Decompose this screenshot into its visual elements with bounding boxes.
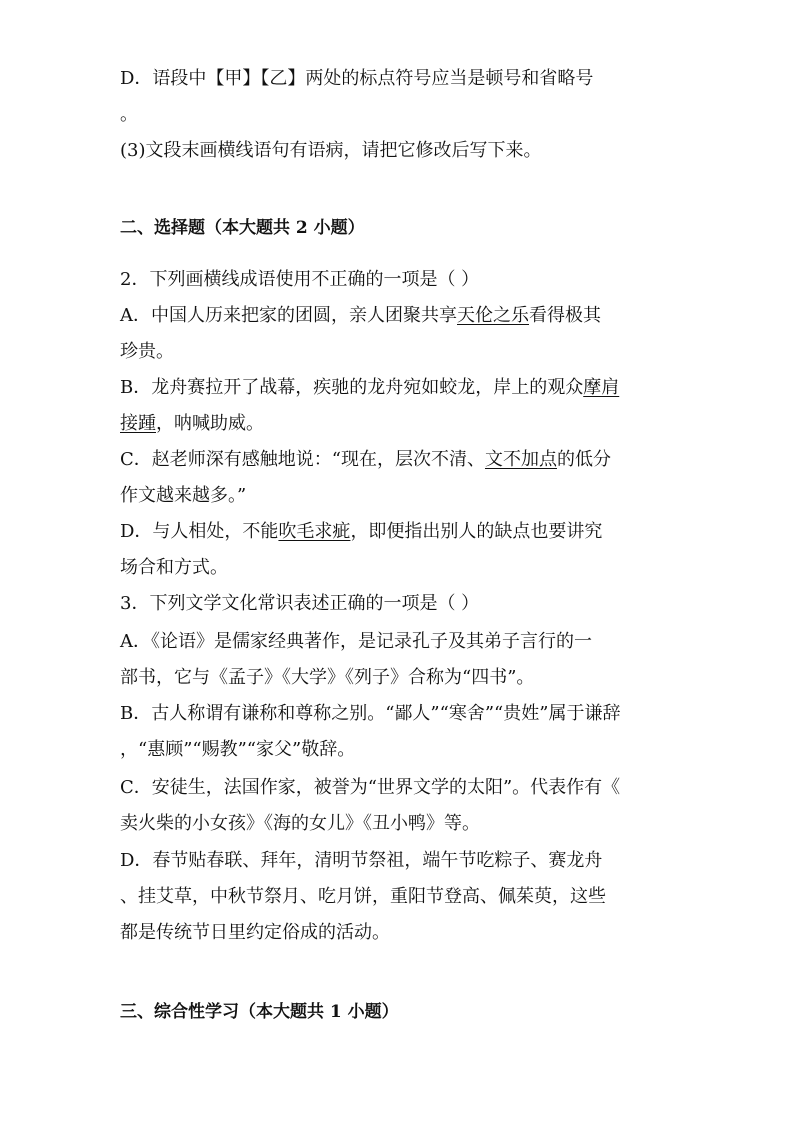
q2-option-b-line1 — [120, 376, 619, 400]
q3-option-c-line1: C．安徒生，法国作家，被誉为“世界文学的太阳”。代表作有《 — [120, 777, 621, 798]
q1-subquestion-3: (3)文段末画横线语句有语病，请把它修改后写下来。 — [120, 140, 542, 161]
q1-option-d-line1: D．语段中【甲】【乙】两处的标点符号应当是顿号和省略号 — [120, 68, 594, 89]
q2-option-c-line1 — [120, 448, 611, 472]
q3-option-d-line3: 都是传统节日里约定俗成的活动。 — [120, 922, 390, 943]
q2-option-a-line1 — [120, 304, 601, 328]
q2-option-d-line1 — [120, 520, 602, 544]
q2-option-a-line2: 珍贵。 — [120, 341, 174, 362]
q2-option-d-line2: 场合和方式。 — [120, 557, 228, 578]
q3-option-b-line1: B．古人称谓有谦称和尊称之别。“鄙人”“寒舍”“贵姓”属于谦辞 — [120, 703, 621, 724]
q3-option-d-line2: 、挂艾草，中秋节祭月、吃月饼，重阳节登高、佩茱萸，这些 — [120, 886, 606, 907]
section2-heading: 二、选择题（本大题共 2 小题） — [120, 218, 365, 238]
q2-b-text-after: ，呐喊助威。 — [156, 413, 264, 434]
q2-option-b-line2 — [120, 412, 264, 436]
q1-option-d-line2: 。 — [120, 104, 138, 125]
q3-option-c-line2: 卖火柴的小女孩》《海的女儿》《丑小鸭》等。 — [120, 813, 480, 834]
section3-heading: 三、综合性学习（本大题共 1 小题） — [120, 1002, 399, 1022]
q3-option-d-line1: D．春节贴春联、拜年，清明节祭祖，端午节吃粽子、赛龙舟 — [120, 850, 603, 871]
q3-option-b-line2: ，“惠顾”“赐教”“家父”敬辞。 — [120, 739, 356, 760]
q3-stem: 3．下列文学文化常识表述正确的一项是（ ） — [120, 593, 480, 614]
q3-option-a-line2: 部书，它与《孟子》《大学》《列子》合称为“四书”。 — [120, 667, 535, 688]
q2-c-text: C．赵老师深有感触地说：“现在，层次不清、 — [120, 449, 485, 470]
q2-c-underlined-idiom: 文不加点 — [484, 449, 557, 470]
q2-d-text-after: ，即便指出别人的缺点也要讲究 — [350, 521, 603, 542]
q2-a-underlined-idiom: 天伦之乐 — [457, 305, 529, 326]
q2-option-c-line2: 作文越来越多。” — [120, 485, 247, 506]
q2-d-text: D．与人相处，不能 — [120, 521, 279, 542]
q2-b-underlined-idiom-part1: 摩肩 — [583, 377, 620, 398]
q2-b-underlined-idiom-part2: 接踵 — [120, 413, 156, 434]
q2-a-text-after: 看得极其 — [529, 305, 601, 326]
q2-b-text: B．龙舟赛拉开了战幕，疾驰的龙舟宛如蛟龙，岸上的观众 — [120, 377, 584, 398]
q3-option-a-line1: A．《论语》是儒家经典著作，是记录孔子及其弟子言行的一 — [120, 631, 592, 652]
q2-stem: 2．下列画横线成语使用不正确的一项是（ ） — [120, 269, 480, 290]
q2-a-text: A．中国人历来把家的团圆，亲人团聚共享 — [120, 305, 457, 326]
q2-d-underlined-idiom: 吹毛求疵 — [278, 521, 351, 542]
q2-c-text-after: 的低分 — [556, 449, 611, 470]
